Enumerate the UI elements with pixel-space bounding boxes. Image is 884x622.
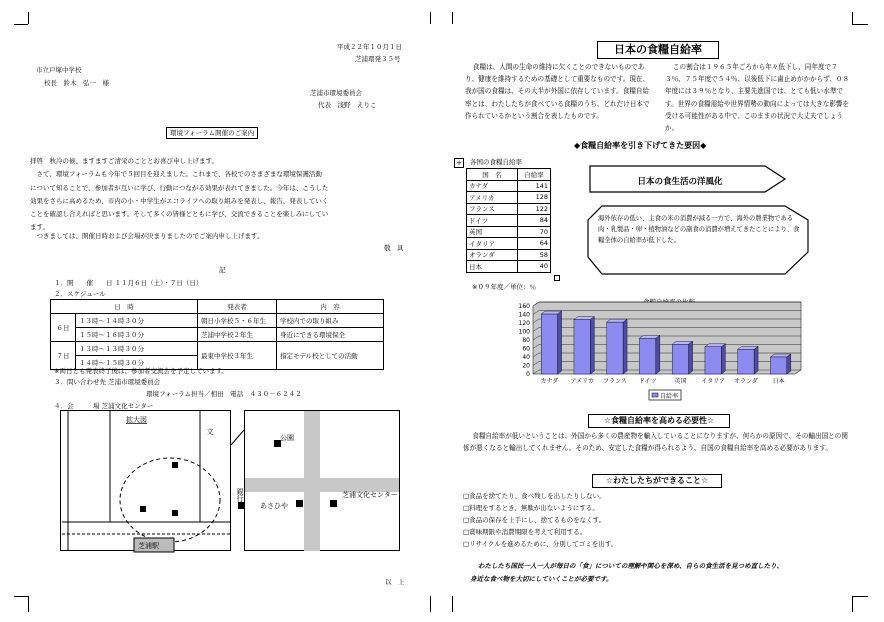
chart-y-tick-label: 160 [518, 303, 530, 310]
table-cell: 141 [518, 180, 551, 192]
station-label: 芝浦駅 [138, 542, 159, 550]
chart-bar-side [787, 354, 791, 374]
table-row [467, 238, 551, 250]
shop-label: あさひや [260, 502, 288, 510]
chart-x-tick-label: ドイツ [638, 378, 657, 385]
table-cell: ６日 [51, 314, 76, 342]
item-contact: ３．問い合わせ先 芝浦市環境委員会 [54, 378, 161, 386]
table-cell: アメリカ [467, 192, 518, 204]
chart-bar [574, 320, 590, 374]
chart-bar [639, 338, 655, 374]
building-marker [172, 510, 178, 516]
item-venue: ４．会 場 芝浦文化センター [54, 402, 154, 410]
table-row [467, 261, 551, 273]
table-cell: 学校内での取り組み [277, 314, 384, 328]
letter-title: 環境フォーラム開催のご案内 [166, 127, 258, 139]
map-area-label: 拡大図 [126, 416, 147, 424]
ki-heading: 記 [219, 266, 226, 274]
table-cell: ドイツ [467, 215, 518, 227]
table-cell: 84 [518, 215, 551, 227]
table-cell: １３時～１４時３０分 [76, 314, 198, 328]
table-cell: １５時～１６時３０分 [76, 328, 198, 342]
recipient-principal: 校長 鈴木 弘一 様 [44, 79, 109, 87]
chart-x-tick-label: 英国 [674, 378, 687, 385]
venue-map [60, 410, 405, 565]
table-cell: 最東中学校３年生 [198, 342, 277, 370]
chart-bar-side [656, 335, 660, 374]
table-cell: 身近にできる環境保全 [277, 328, 384, 342]
table-header: 国 名 [467, 169, 518, 181]
school-label: 文 [206, 428, 214, 435]
chart-bar-side [689, 341, 693, 374]
table-row [51, 300, 384, 314]
crop-mark [452, 596, 453, 612]
zoom-pointer [231, 430, 244, 445]
document-date: 平成２２年１０月１日 [337, 43, 402, 51]
table-row [51, 314, 384, 328]
legend-label: 自給率 [660, 393, 679, 400]
table-row [467, 215, 551, 227]
table-row [467, 192, 551, 204]
table-header: 自給率 [518, 169, 551, 181]
chart-bar-side [590, 317, 594, 374]
list-item: □食品を捨てたり、食べ残しを出したりしない。 [463, 492, 606, 500]
table-cell: イタリア [467, 238, 518, 250]
body-line: について知ることで、参加者が互いに学び、行動につながる効果が表れてきました。今年は、こうした [30, 184, 329, 192]
map-frame-left [61, 411, 231, 551]
bank-marker [238, 502, 245, 509]
chart-y-tick-label: 100 [518, 328, 530, 336]
crop-mark [452, 12, 453, 24]
table-row [51, 342, 384, 356]
table-cell: 日本 [467, 261, 518, 273]
chart-y-tick-label: 120 [518, 320, 530, 327]
crop-mark [14, 24, 28, 25]
chart-bar [607, 322, 623, 374]
closing-line: 身近な食べ物を大切にしていくことが必要です。 [470, 575, 613, 583]
self-sufficiency-chart [503, 296, 803, 404]
park-label: 公園 [280, 434, 294, 442]
table-header: 日 時 [51, 300, 198, 314]
table-cell: 指定モデル校としての活動 [277, 342, 384, 370]
body-line: 拝啓 秋冷の候、ますますご清栄のこととお喜び申し上げます。 [30, 157, 218, 165]
table-cell: カナダ [467, 180, 518, 192]
table-cell: 朝日小学校５・６年生 [198, 314, 277, 328]
chart-bar [672, 344, 688, 374]
chart-y-tick-label: 60 [522, 345, 530, 353]
table-row [51, 328, 384, 342]
chart-y-tick-label: 20 [522, 362, 530, 370]
table-note: ※０９年度／単位：％ [472, 283, 536, 291]
factor-title: 日本の食生活の洋風化 [637, 177, 723, 187]
chart-bar-side [754, 346, 758, 374]
table-cell: オランダ [467, 249, 518, 261]
crop-mark [852, 596, 853, 612]
table-cell: 64 [518, 238, 551, 250]
document-number: 芝浦環発３５号 [355, 55, 401, 63]
table-cell: 128 [518, 192, 551, 204]
chart-bar-side [558, 311, 562, 374]
schedule-table [50, 299, 384, 370]
list-item: □料理をするとき、無駄が出ないようにする。 [463, 504, 599, 512]
chart-bar [541, 314, 557, 374]
list-item: □リサイクルを進めるために、分別してゴミを出す。 [463, 540, 618, 548]
intro-right: この割合は１９６５年ごろから年々低下し、同年度で７３％、７５年度で５４％、以後低下に歯止めがかからず、０８年度には３９％となり、主要先進国では、とても低い水準です。世界の食糧需給や世界情勢の動向によっては大きな影響を受ける可能性がある中で、このままの状況で大丈夫でしょうか。 [665, 63, 850, 133]
table-cell: 70 [518, 226, 551, 238]
chart-x-tick-label: カナダ [540, 378, 559, 385]
section-factors-heading: ◆食糧自給率を引き下げてきた要因◆ [574, 141, 707, 150]
chart-y-tick-label: 80 [522, 337, 530, 344]
center-marker [330, 500, 337, 507]
chart-bar [738, 349, 754, 374]
body-line: 効果をさらに高めるため、市内の小・中学生がエコライフへの取り組みを発表し、報告、発表していく [30, 197, 329, 205]
move-handle-icon[interactable]: + [454, 158, 464, 168]
closing-line: わたしたち国民一人一人が毎日の「食」についての理解や関心を深め、自らの食生活を見つめ直したり、 [478, 562, 784, 570]
crop-mark [430, 12, 431, 24]
closing-keigu: 敬 具 [384, 244, 404, 252]
table-row [467, 249, 551, 261]
table-cell: 40 [518, 261, 551, 273]
contact-detail: 環境フォーラム担当／相田 電話 ４３０－６２４２ [146, 390, 302, 398]
table-cell: 58 [518, 249, 551, 261]
table-cell: １４時～１５時３０分 [76, 356, 198, 370]
page-title: 日本の食糧自給率 [597, 41, 719, 59]
factor-text: 海外依存の低い、主食の米の消費が減る一方で、海外の農業物である肉・乳製品・卵・植物油などの副食の消費が増えてきたことにより、食糧全体の自給率が低下した。 [598, 215, 800, 244]
item-schedule: ２．スケジュール [54, 290, 106, 298]
chart-y-tick-label: 40 [522, 354, 530, 361]
crop-mark [852, 596, 868, 597]
chart-bar-side [623, 319, 627, 374]
table-cell: ７日 [51, 342, 76, 370]
item-date: １．開 催 日 １１月６日（土）・７日（日） [54, 279, 203, 287]
table-title: 各国の食糧自給率 [470, 158, 522, 166]
crop-mark [28, 12, 29, 24]
chart-bar-side [721, 344, 725, 374]
crop-mark [14, 596, 28, 597]
building-marker [172, 462, 178, 468]
sender-org: 芝浦市環境委員会 [310, 89, 362, 97]
necessity-text: 食糧自給率が低いということは、外国から多くの農産物を輸入していることになりますが、何らかの原因で、その輸出国との関係が悪くなると輸出してくれません。そのため、安定した食糧が得られるよう、自国の食糧自給率を高める必要があります。 [463, 432, 848, 453]
list-item: □食品の保存を上手にし、捨てるものをなくす。 [463, 516, 606, 524]
table-header: 発表者 [198, 300, 277, 314]
table-header: 内 容 [277, 300, 384, 314]
chart-x-tick-label: イタリア [701, 378, 726, 385]
chart-y-tick-label: 0 [526, 371, 530, 378]
crop-mark [852, 12, 853, 24]
legend-swatch [652, 393, 658, 397]
table-cell: フランス [467, 203, 518, 215]
resize-handle-icon[interactable] [554, 275, 560, 281]
chart-plot-area [533, 302, 801, 374]
intro-left: 食糧は、人間の生命の維持に欠くことのできないものであり、健康を維持するための基礎として重要なものです。現在、我が国の食糧は、その大半が外国に依存しています。食糧自給率とは、わたしたちが食べている食糧のうち、どれだけ日本で作られているかという割合を表したものです。 [465, 63, 650, 120]
table-cell: 122 [518, 203, 551, 215]
body-line: ます。 [30, 223, 49, 231]
table-row [467, 226, 551, 238]
crop-mark [852, 24, 868, 25]
list-item: □賞味期限や消費期限を考えて利用する。 [463, 528, 587, 536]
bank-label: 銀行 [236, 488, 244, 502]
section-necessity-heading: ☆食糧自給率を高める必要性☆ [588, 414, 730, 428]
chart-y-axis [519, 303, 531, 378]
table-row [467, 169, 551, 181]
chart-x-tick-label: アメリカ [570, 378, 594, 385]
body-line: さて、環境フォーラムも今年で５回目を迎えました。これまで、各校でのさまざまな環境保護活動 [30, 170, 322, 178]
chart-bar [705, 347, 721, 374]
chart-x-tick-label: フランス [602, 378, 627, 385]
recipient-school: 市立戸塚中学校 [36, 66, 82, 74]
sender-rep: 代表 浅野 えりこ [318, 101, 377, 109]
shop-marker [296, 500, 303, 507]
chart-x-tick-label: オランダ [733, 378, 758, 385]
body-line: つきましては、開催日時および会場が決まりましたのでご案内申し上げます。 [30, 232, 264, 240]
building-marker [140, 506, 146, 512]
crop-mark [430, 596, 431, 612]
table-cell: 英国 [467, 226, 518, 238]
cross-road [245, 478, 399, 492]
chart-y-tick-label: 140 [518, 311, 530, 319]
table-cell: １３時～１３時３０分 [76, 342, 198, 356]
table-cell: 芝浦中学校２年生 [198, 328, 277, 342]
chart-x-axis [541, 377, 785, 385]
ranking-table [466, 168, 551, 273]
body-line: ことを確認し合えればと思います。そして多くの皆様とともに学び、交流できることを楽しみにしてい [30, 210, 329, 218]
schedule-note: ※両日とも発表終了後は、参加者交流会を予定しています。 [54, 367, 228, 375]
crop-mark [28, 596, 29, 612]
center-label: 芝浦文化センター [342, 491, 398, 499]
closing-ijo: 以 上 [385, 578, 405, 586]
section-actions-heading: ☆わたしたちができること☆ [592, 474, 722, 488]
table-row [467, 203, 551, 215]
chart-x-tick-label: 日本 [772, 378, 785, 385]
table-row [467, 180, 551, 192]
chart-bar [770, 357, 786, 374]
chart-gridlines [533, 302, 801, 374]
